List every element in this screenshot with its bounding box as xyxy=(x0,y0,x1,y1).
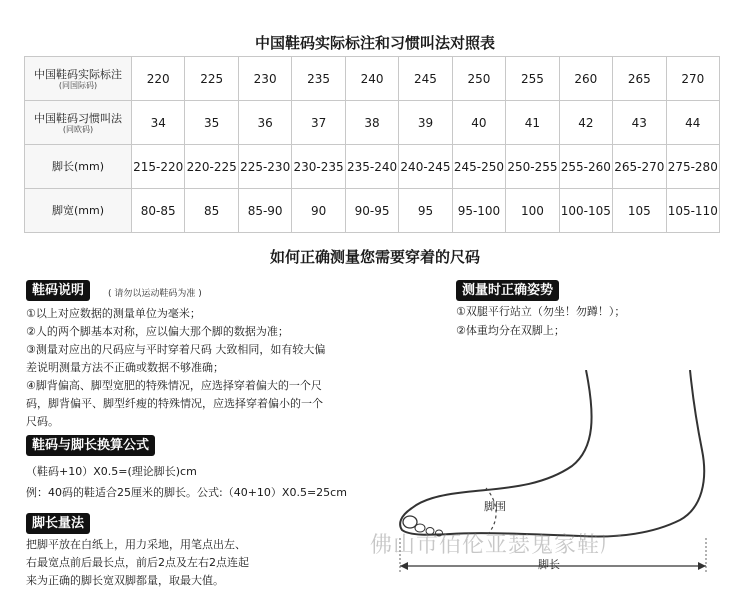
table-cell: 255-260 xyxy=(559,145,612,189)
table-cell: 41 xyxy=(506,101,559,145)
table-cell: 90 xyxy=(292,189,345,233)
table-cell: 39 xyxy=(399,101,452,145)
table-cell: 37 xyxy=(292,101,345,145)
size-note-item: 码，脚背偏平、脚型纤瘦的特殊情况，应选择穿着偏小的一个 xyxy=(26,397,323,410)
table-cell: 34 xyxy=(132,101,185,145)
table-row xyxy=(25,145,720,189)
size-note-item: 尺码。 xyxy=(26,415,59,428)
posture-badge: 测量时正确姿势 xyxy=(456,280,559,301)
foot-illustration xyxy=(390,370,740,595)
conversion-badge: 鞋码与脚长换算公式 xyxy=(26,435,155,456)
foot-outline xyxy=(400,370,704,536)
table-cell: 90-95 xyxy=(345,189,398,233)
table-cell: 275-280 xyxy=(666,145,719,189)
table-cell: 95 xyxy=(399,189,452,233)
method-item: 把脚平放在白纸上，用力采地，用笔点出左、 xyxy=(26,538,246,551)
table-cell: 265-270 xyxy=(613,145,666,189)
length-label: 脚长 xyxy=(538,558,560,571)
method-badge: 脚长量法 xyxy=(26,513,90,534)
table-cell: 250 xyxy=(452,57,505,101)
table-cell: 225-230 xyxy=(238,145,291,189)
table-cell: 265 xyxy=(613,57,666,101)
table-cell: 270 xyxy=(666,57,719,101)
table-row xyxy=(25,57,720,101)
watermark-text: 佛山市佰伦亚瑟鬼家鞋厂 xyxy=(370,533,624,558)
row-header-sub: (同欧码) xyxy=(62,124,94,134)
table-cell: 245 xyxy=(399,57,452,101)
table-cell: 215-220 xyxy=(132,145,185,189)
table-cell: 85 xyxy=(185,189,238,233)
size-chart-table xyxy=(24,56,720,233)
conversion-item: （鞋码+10）X0.5=(理论脚长)cm xyxy=(26,465,197,478)
table-cell: 220 xyxy=(132,57,185,101)
table-cell: 255 xyxy=(506,57,559,101)
table-cell: 85-90 xyxy=(238,189,291,233)
row-header xyxy=(25,101,132,145)
table-cell: 43 xyxy=(613,101,666,145)
row-header-label: 脚长(mm) xyxy=(51,160,104,173)
row-header xyxy=(25,189,132,233)
table-row xyxy=(25,189,720,233)
table-cell: 235 xyxy=(292,57,345,101)
table-cell: 240 xyxy=(345,57,398,101)
table-cell: 95-100 xyxy=(452,189,505,233)
table-cell: 105 xyxy=(613,189,666,233)
conversion-item: 例：40码的鞋适合25厘米的脚长。公式:（40+10）X0.5=25cm xyxy=(26,486,347,499)
table-cell: 245-250 xyxy=(452,145,505,189)
table-cell: 100-105 xyxy=(559,189,612,233)
size-note-item: ①以上对应数据的测量单位为毫米； xyxy=(26,307,201,320)
table-cell: 220-225 xyxy=(185,145,238,189)
table-cell: 38 xyxy=(345,101,398,145)
size-note-hint: ( 请勿以运动鞋码为准 ) xyxy=(108,289,202,299)
table-cell: 100 xyxy=(506,189,559,233)
table-cell: 42 xyxy=(559,101,612,145)
table-cell: 250-255 xyxy=(506,145,559,189)
size-note-badge: 鞋码说明 xyxy=(26,280,90,301)
size-note-item: ③测量对应出的尺码应与平时穿着尺码 大致相同，如有较大偏 xyxy=(26,343,326,356)
posture-item: ②体重均分在双脚上； xyxy=(456,324,565,337)
row-header-label: 中国鞋码实际标注 xyxy=(34,67,122,81)
table-cell: 225 xyxy=(185,57,238,101)
row-header xyxy=(25,145,132,189)
size-note-item: ②人的两个脚基本对称，应以偏大那个脚的数据为准； xyxy=(26,325,289,338)
table-cell: 44 xyxy=(666,101,719,145)
method-item: 来为正确的脚长宽双脚都量，取最大值。 xyxy=(26,574,224,587)
row-header-label: 脚宽(mm) xyxy=(51,204,104,217)
measure-title: 如何正确测量您需要穿着的尺码 xyxy=(269,248,480,266)
posture-item: ①双腿平行站立（勿坐！勿蹲！）； xyxy=(456,305,626,318)
table-cell: 36 xyxy=(238,101,291,145)
row-header-label: 中国鞋码习惯叫法 xyxy=(34,111,122,125)
table-cell: 80-85 xyxy=(132,189,185,233)
table-row xyxy=(25,101,720,145)
size-note-item: 差说明测量方法不正确或数据不够准确； xyxy=(26,361,224,374)
table-cell: 230 xyxy=(238,57,291,101)
girth-label: 脚围 xyxy=(484,500,506,513)
table-cell: 105-110 xyxy=(666,189,719,233)
table-cell: 240-245 xyxy=(399,145,452,189)
table-cell: 260 xyxy=(559,57,612,101)
size-chart-title: 中国鞋码实际标注和习惯叫法对照表 xyxy=(254,34,495,52)
size-note-item: ④脚背偏高、脚型宽肥的特殊情况，应选择穿着偏大的一个尺 xyxy=(26,379,322,392)
table-cell: 235-240 xyxy=(345,145,398,189)
table-cell: 35 xyxy=(185,101,238,145)
row-header-sub: (同国际码) xyxy=(58,80,98,90)
table-cell: 230-235 xyxy=(292,145,345,189)
row-header xyxy=(25,57,132,101)
table-cell: 40 xyxy=(452,101,505,145)
method-item: 右最宽点前后最长点，前后2点及左右2点连起 xyxy=(26,556,249,569)
